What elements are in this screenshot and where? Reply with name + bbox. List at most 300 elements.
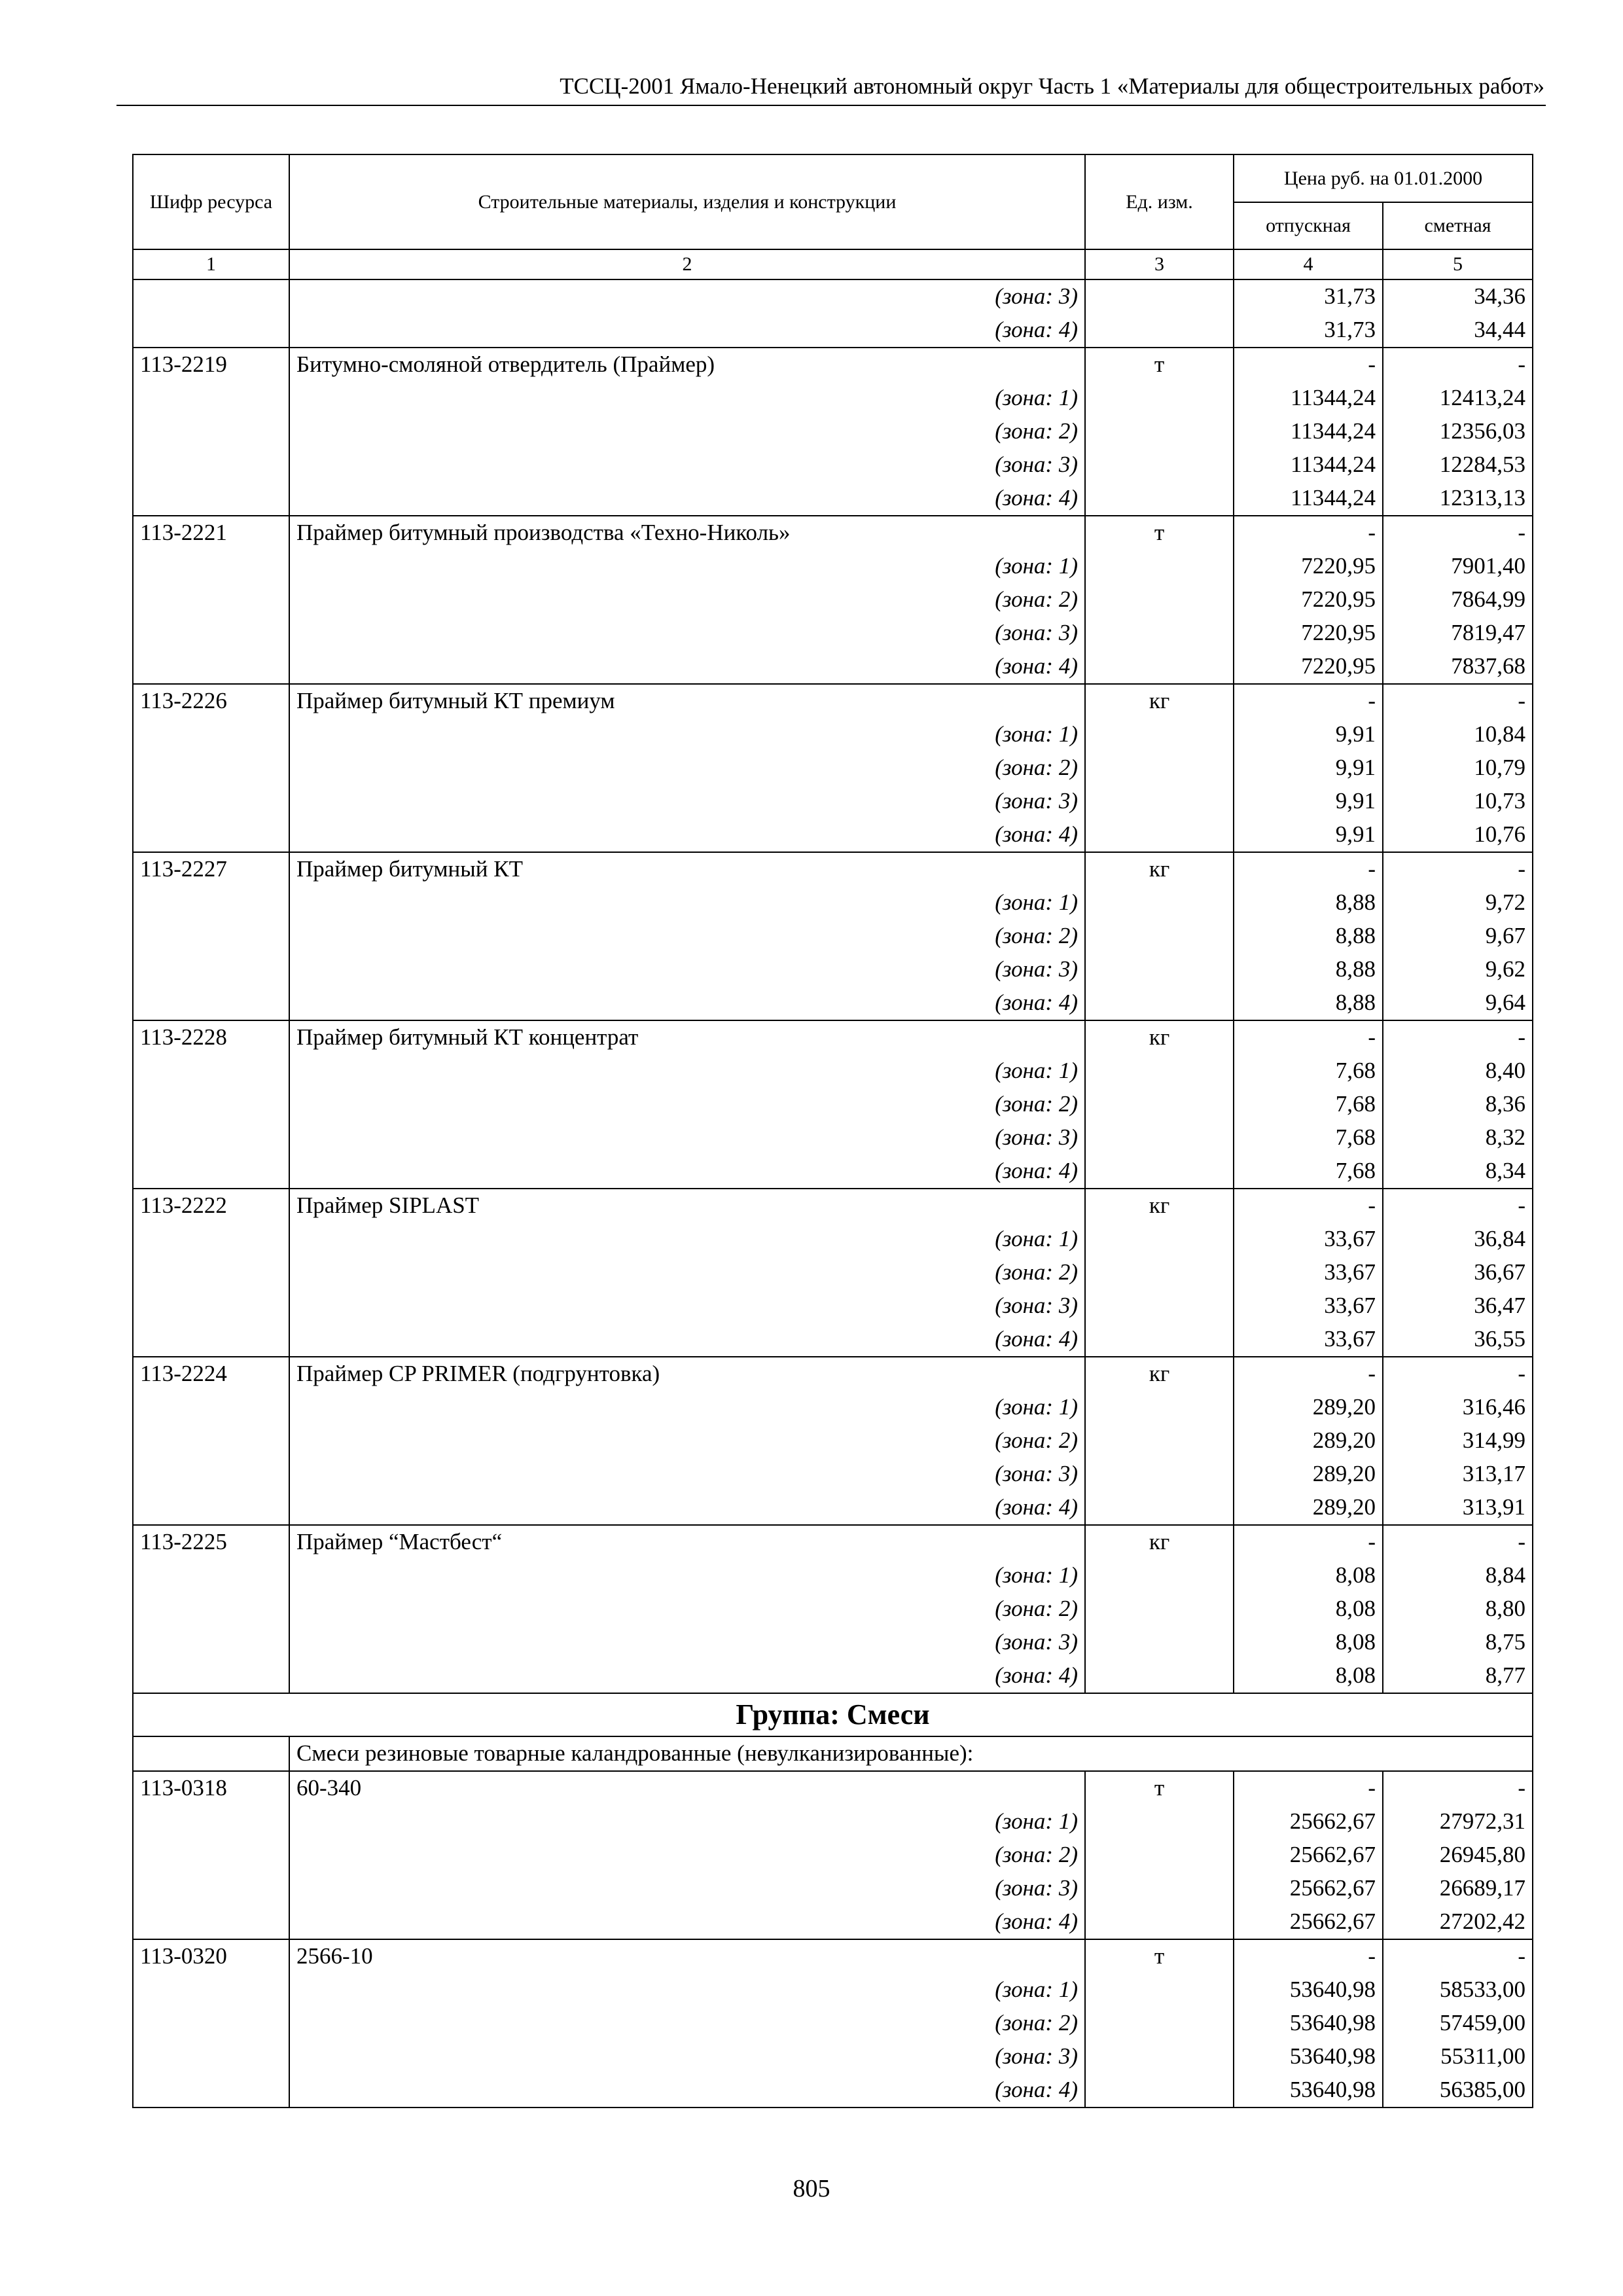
estimate-price-cell: 26945,80 (1383, 1839, 1533, 1872)
zone-row (133, 279, 1533, 314)
subgroup-title: Смеси резиновые товарные каландрованные (невулканизированные): (289, 1736, 1533, 1771)
unit-cell: кг (1085, 1525, 1234, 1559)
estimate-price-cell: 9,67 (1383, 920, 1533, 953)
resource-code-cell (133, 1391, 289, 1424)
zone-row (133, 953, 1533, 986)
unit-cell (1085, 2073, 1234, 2108)
release-price-cell: 25662,67 (1234, 1805, 1383, 1839)
estimate-price-cell: 9,72 (1383, 886, 1533, 920)
zone-label-cell: (зона: 3) (289, 2040, 1085, 2073)
zone-row (133, 1805, 1533, 1839)
resource-code-cell (133, 1491, 289, 1525)
resource-code-cell (133, 583, 289, 617)
estimate-price-cell: - (1383, 852, 1533, 886)
resource-code-cell (133, 2073, 289, 2108)
unit-cell (1085, 1256, 1234, 1289)
release-price-cell: 25662,67 (1234, 1872, 1383, 1905)
resource-code-cell (133, 1905, 289, 1939)
resource-code-cell (133, 818, 289, 852)
release-price-cell: 289,20 (1234, 1491, 1383, 1525)
unit-cell: кг (1085, 852, 1234, 886)
resource-code-cell (133, 2007, 289, 2040)
unit-cell: т (1085, 516, 1234, 550)
release-price-cell: 9,91 (1234, 718, 1383, 751)
estimate-price-cell: 9,62 (1383, 953, 1533, 986)
resource-code-cell (133, 785, 289, 818)
price-table-body (133, 279, 1533, 2108)
estimate-price-cell: 8,32 (1383, 1121, 1533, 1155)
zone-row (133, 1491, 1533, 1525)
zone-row (133, 1973, 1533, 2007)
estimate-price-cell: 8,77 (1383, 1659, 1533, 1693)
unit-cell (1085, 1155, 1234, 1189)
unit-cell (1085, 583, 1234, 617)
zone-row (133, 1054, 1533, 1088)
estimate-price-cell: 12284,53 (1383, 448, 1533, 482)
release-price-cell: - (1234, 684, 1383, 718)
unit-cell (1085, 1391, 1234, 1424)
release-price-cell: 33,67 (1234, 1256, 1383, 1289)
resource-code-cell (133, 1626, 289, 1659)
zone-label-cell: (зона: 1) (289, 1391, 1085, 1424)
resource-code-cell (133, 1155, 289, 1189)
table-row (133, 852, 1533, 886)
price-table (132, 154, 1533, 2108)
unit-cell (1085, 279, 1234, 314)
unit-cell (1085, 1559, 1234, 1592)
release-price-cell: 8,88 (1234, 986, 1383, 1020)
zone-row (133, 1458, 1533, 1491)
release-price-cell: 8,88 (1234, 920, 1383, 953)
zone-row (133, 1839, 1533, 1872)
zone-row (133, 382, 1533, 415)
unit-cell (1085, 1973, 1234, 2007)
zone-label-cell: (зона: 2) (289, 1839, 1085, 1872)
resource-code-cell: 113-2219 (133, 348, 289, 382)
zone-row (133, 2040, 1533, 2073)
unit-cell (1085, 1458, 1234, 1491)
zone-row (133, 751, 1533, 785)
zone-label-cell: (зона: 1) (289, 1223, 1085, 1256)
zone-label-cell: (зона: 1) (289, 382, 1085, 415)
release-price-cell: 7,68 (1234, 1155, 1383, 1189)
zone-label-cell: (зона: 2) (289, 1088, 1085, 1121)
release-price-cell: 7,68 (1234, 1121, 1383, 1155)
estimate-price-cell: 36,67 (1383, 1256, 1533, 1289)
estimate-price-cell: - (1383, 1771, 1533, 1805)
zone-label-cell: (зона: 4) (289, 1905, 1085, 1939)
zone-row (133, 550, 1533, 583)
resource-code-cell (133, 986, 289, 1020)
zone-label-cell: (зона: 1) (289, 1559, 1085, 1592)
estimate-price-cell: 27972,31 (1383, 1805, 1533, 1839)
estimate-price-cell: - (1383, 1020, 1533, 1054)
resource-code-cell (133, 1088, 289, 1121)
release-price-cell: 9,91 (1234, 785, 1383, 818)
resource-code-cell (133, 1256, 289, 1289)
zone-row (133, 583, 1533, 617)
resource-code-cell (133, 1839, 289, 1872)
zone-label-cell: (зона: 3) (289, 448, 1085, 482)
resource-code-cell (133, 1805, 289, 1839)
release-price-cell: 33,67 (1234, 1223, 1383, 1256)
release-price-cell: 7,68 (1234, 1088, 1383, 1121)
release-price-cell: 53640,98 (1234, 2073, 1383, 2108)
estimate-price-cell: 34,44 (1383, 314, 1533, 348)
material-name-cell: Праймер битумный производства «Техно-Николь» (289, 516, 1085, 550)
estimate-price-cell: - (1383, 348, 1533, 382)
release-price-cell: - (1234, 1020, 1383, 1054)
release-price-cell: - (1234, 1189, 1383, 1223)
zone-row (133, 617, 1533, 650)
resource-code-cell (133, 1424, 289, 1458)
estimate-price-cell: 36,47 (1383, 1289, 1533, 1323)
estimate-price-cell: 9,64 (1383, 986, 1533, 1020)
release-price-cell: - (1234, 1939, 1383, 1973)
estimate-price-cell: 314,99 (1383, 1424, 1533, 1458)
unit-cell (1085, 1491, 1234, 1525)
column-header-name: Строительные материалы, изделия и конструкции (289, 154, 1085, 249)
zone-label-cell: (зона: 4) (289, 1491, 1085, 1525)
release-price-cell: 53640,98 (1234, 1973, 1383, 2007)
estimate-price-cell: 26689,17 (1383, 1872, 1533, 1905)
resource-code-cell (133, 314, 289, 348)
unit-cell (1085, 1323, 1234, 1357)
zone-label-cell: (зона: 1) (289, 1805, 1085, 1839)
zone-label-cell: (зона: 4) (289, 1659, 1085, 1693)
release-price-cell: 8,88 (1234, 886, 1383, 920)
zone-label-cell: (зона: 3) (289, 785, 1085, 818)
release-price-cell: - (1234, 852, 1383, 886)
unit-cell (1085, 886, 1234, 920)
release-price-cell: 7220,95 (1234, 617, 1383, 650)
resource-code-cell: 113-2225 (133, 1525, 289, 1559)
estimate-price-cell: 12413,24 (1383, 382, 1533, 415)
table-row (133, 684, 1533, 718)
zone-row (133, 650, 1533, 684)
resource-code-cell (133, 718, 289, 751)
zone-label-cell: (зона: 2) (289, 1424, 1085, 1458)
zone-label-cell: (зона: 4) (289, 482, 1085, 516)
resource-code-cell (133, 650, 289, 684)
zone-row (133, 1391, 1533, 1424)
resource-code-cell (133, 1592, 289, 1626)
release-price-cell: 289,20 (1234, 1424, 1383, 1458)
resource-code-cell (133, 2040, 289, 2073)
zone-label-cell: (зона: 3) (289, 1458, 1085, 1491)
resource-code-cell (133, 1736, 289, 1771)
zone-label-cell: (зона: 2) (289, 920, 1085, 953)
unit-cell (1085, 482, 1234, 516)
zone-label-cell: (зона: 3) (289, 1872, 1085, 1905)
release-price-cell: 11344,24 (1234, 415, 1383, 448)
zone-row (133, 1872, 1533, 1905)
unit-cell: кг (1085, 1020, 1234, 1054)
unit-cell (1085, 751, 1234, 785)
resource-code-cell (133, 1872, 289, 1905)
resource-code-cell (133, 1289, 289, 1323)
resource-code-cell: 113-2221 (133, 516, 289, 550)
estimate-price-cell: 313,91 (1383, 1491, 1533, 1525)
release-price-cell: - (1234, 348, 1383, 382)
estimate-price-cell: - (1383, 1525, 1533, 1559)
material-name-cell: 2566-10 (289, 1939, 1085, 1973)
zone-row (133, 1121, 1533, 1155)
zone-label-cell: (зона: 2) (289, 1256, 1085, 1289)
material-name-cell: Праймер CP PRIMER (подгрунтовка) (289, 1357, 1085, 1391)
estimate-price-cell: 7901,40 (1383, 550, 1533, 583)
table-row (133, 1020, 1533, 1054)
resource-code-cell (133, 751, 289, 785)
zone-row (133, 1256, 1533, 1289)
column-header-code: Шифр ресурса (133, 154, 289, 249)
resource-code-cell (133, 1121, 289, 1155)
zone-row (133, 2073, 1533, 2108)
zone-row (133, 986, 1533, 1020)
release-price-cell: 53640,98 (1234, 2040, 1383, 2073)
table-row (133, 1525, 1533, 1559)
group-heading-row (133, 1693, 1533, 1736)
header-divider (116, 105, 1546, 106)
estimate-price-cell: 36,55 (1383, 1323, 1533, 1357)
table-row (133, 1939, 1533, 1973)
resource-code-cell: 113-2227 (133, 852, 289, 886)
zone-row (133, 785, 1533, 818)
zone-label-cell: (зона: 3) (289, 1121, 1085, 1155)
page-number: 805 (793, 2175, 830, 2202)
release-price-cell: 11344,24 (1234, 448, 1383, 482)
unit-cell (1085, 1659, 1234, 1693)
zone-row (133, 482, 1533, 516)
resource-code-cell (133, 1223, 289, 1256)
table-row (133, 1189, 1533, 1223)
unit-cell: т (1085, 348, 1234, 382)
zone-row (133, 818, 1533, 852)
release-price-cell: 33,67 (1234, 1323, 1383, 1357)
unit-cell (1085, 448, 1234, 482)
subgroup-row (133, 1736, 1533, 1771)
release-price-cell: 9,91 (1234, 818, 1383, 852)
estimate-price-cell: 313,17 (1383, 1458, 1533, 1491)
zone-row (133, 1155, 1533, 1189)
release-price-cell: 9,91 (1234, 751, 1383, 785)
zone-label-cell: (зона: 2) (289, 583, 1085, 617)
column-number: 1 (133, 249, 289, 279)
estimate-price-cell: 10,84 (1383, 718, 1533, 751)
unit-cell (1085, 953, 1234, 986)
unit-cell (1085, 785, 1234, 818)
unit-cell (1085, 1905, 1234, 1939)
column-header-release-price: отпускная (1234, 202, 1383, 249)
column-number: 4 (1234, 249, 1383, 279)
column-number: 5 (1383, 249, 1533, 279)
estimate-price-cell: 56385,00 (1383, 2073, 1533, 2108)
unit-cell: кг (1085, 1189, 1234, 1223)
column-header-unit: Ед. изм. (1085, 154, 1234, 249)
unit-cell (1085, 382, 1234, 415)
estimate-price-cell: 36,84 (1383, 1223, 1533, 1256)
zone-label-cell: (зона: 4) (289, 1323, 1085, 1357)
release-price-cell: 33,67 (1234, 1289, 1383, 1323)
unit-cell (1085, 1289, 1234, 1323)
unit-cell (1085, 1088, 1234, 1121)
zone-label-cell: (зона: 1) (289, 1973, 1085, 2007)
zone-label-cell: (зона: 4) (289, 1155, 1085, 1189)
material-name-cell: 60-340 (289, 1771, 1085, 1805)
zone-label-cell: (зона: 1) (289, 886, 1085, 920)
page-header-title: ТССЦ-2001 Ямало-Ненецкий автономный округ Часть 1 «Материалы для общестроительных работ» (560, 73, 1544, 99)
group-heading: Группа: Смеси (133, 1693, 1533, 1736)
zone-row (133, 448, 1533, 482)
zone-label-cell: (зона: 4) (289, 2073, 1085, 2108)
estimate-price-cell: 10,73 (1383, 785, 1533, 818)
unit-cell (1085, 1121, 1234, 1155)
zone-label-cell: (зона: 1) (289, 718, 1085, 751)
unit-cell: т (1085, 1939, 1234, 1973)
zone-row (133, 1559, 1533, 1592)
estimate-price-cell: - (1383, 1939, 1533, 1973)
column-header-price-group: Цена руб. на 01.01.2000 (1234, 154, 1533, 202)
release-price-cell: 25662,67 (1234, 1905, 1383, 1939)
unit-cell (1085, 1839, 1234, 1872)
zone-row (133, 920, 1533, 953)
material-name-cell: Праймер битумный КТ премиум (289, 684, 1085, 718)
resource-code-cell (133, 1559, 289, 1592)
zone-label-cell: (зона: 3) (289, 279, 1085, 314)
estimate-price-cell: - (1383, 1189, 1533, 1223)
resource-code-cell (133, 886, 289, 920)
zone-label-cell: (зона: 3) (289, 1289, 1085, 1323)
resource-code-cell: 113-2226 (133, 684, 289, 718)
zone-row (133, 1659, 1533, 1693)
estimate-price-cell: 316,46 (1383, 1391, 1533, 1424)
estimate-price-cell: 8,80 (1383, 1592, 1533, 1626)
estimate-price-cell: 12356,03 (1383, 415, 1533, 448)
unit-cell (1085, 2040, 1234, 2073)
resource-code-cell: 113-0320 (133, 1939, 289, 1973)
estimate-price-cell: - (1383, 1357, 1533, 1391)
zone-label-cell: (зона: 4) (289, 650, 1085, 684)
estimate-price-cell: 10,79 (1383, 751, 1533, 785)
release-price-cell: 7,68 (1234, 1054, 1383, 1088)
estimate-price-cell: 57459,00 (1383, 2007, 1533, 2040)
estimate-price-cell: 8,34 (1383, 1155, 1533, 1189)
estimate-price-cell: 34,36 (1383, 279, 1533, 314)
resource-code-cell (133, 382, 289, 415)
resource-code-cell (133, 1458, 289, 1491)
resource-code-cell (133, 279, 289, 314)
unit-cell (1085, 1424, 1234, 1458)
unit-cell (1085, 1223, 1234, 1256)
resource-code-cell: 113-2228 (133, 1020, 289, 1054)
resource-code-cell (133, 1973, 289, 2007)
estimate-price-cell: 8,36 (1383, 1088, 1533, 1121)
release-price-cell: - (1234, 1357, 1383, 1391)
release-price-cell: 7220,95 (1234, 583, 1383, 617)
release-price-cell: 8,08 (1234, 1626, 1383, 1659)
zone-row (133, 415, 1533, 448)
resource-code-cell: 113-2222 (133, 1189, 289, 1223)
zone-label-cell: (зона: 4) (289, 314, 1085, 348)
resource-code-cell: 113-2224 (133, 1357, 289, 1391)
resource-code-cell (133, 953, 289, 986)
estimate-price-cell: 8,75 (1383, 1626, 1533, 1659)
estimate-price-cell: 12313,13 (1383, 482, 1533, 516)
resource-code-cell (133, 448, 289, 482)
unit-cell (1085, 1592, 1234, 1626)
zone-row (133, 1223, 1533, 1256)
estimate-price-cell: 7837,68 (1383, 650, 1533, 684)
zone-label-cell: (зона: 2) (289, 415, 1085, 448)
estimate-price-cell: 7819,47 (1383, 617, 1533, 650)
release-price-cell: 25662,67 (1234, 1839, 1383, 1872)
zone-label-cell: (зона: 2) (289, 1592, 1085, 1626)
zone-row (133, 1088, 1533, 1121)
zone-label-cell: (зона: 2) (289, 2007, 1085, 2040)
resource-code-cell (133, 415, 289, 448)
resource-code-cell (133, 920, 289, 953)
release-price-cell: 11344,24 (1234, 482, 1383, 516)
zone-row (133, 314, 1533, 348)
release-price-cell: 7220,95 (1234, 650, 1383, 684)
zone-row (133, 718, 1533, 751)
unit-cell (1085, 1054, 1234, 1088)
unit-cell (1085, 1872, 1234, 1905)
unit-cell (1085, 550, 1234, 583)
material-name-cell: Праймер “Мастбест“ (289, 1525, 1085, 1559)
unit-cell (1085, 920, 1234, 953)
table-row (133, 348, 1533, 382)
zone-row (133, 1905, 1533, 1939)
zone-row (133, 1323, 1533, 1357)
estimate-price-cell: 7864,99 (1383, 583, 1533, 617)
zone-label-cell: (зона: 2) (289, 751, 1085, 785)
unit-cell (1085, 1805, 1234, 1839)
material-name-cell: Праймер SIPLAST (289, 1189, 1085, 1223)
unit-cell (1085, 718, 1234, 751)
zone-label-cell: (зона: 4) (289, 818, 1085, 852)
unit-cell: т (1085, 1771, 1234, 1805)
release-price-cell: 8,08 (1234, 1559, 1383, 1592)
zone-label-cell: (зона: 3) (289, 1626, 1085, 1659)
unit-cell: кг (1085, 684, 1234, 718)
unit-cell (1085, 314, 1234, 348)
release-price-cell: - (1234, 1525, 1383, 1559)
table-row (133, 1771, 1533, 1805)
resource-code-cell (133, 1659, 289, 1693)
unit-cell (1085, 1626, 1234, 1659)
release-price-cell: 8,08 (1234, 1659, 1383, 1693)
zone-label-cell: (зона: 1) (289, 550, 1085, 583)
resource-code-cell: 113-0318 (133, 1771, 289, 1805)
release-price-cell: - (1234, 516, 1383, 550)
unit-cell (1085, 986, 1234, 1020)
unit-cell (1085, 617, 1234, 650)
table-row (133, 1357, 1533, 1391)
material-name-cell: Праймер битумный КТ концентрат (289, 1020, 1085, 1054)
release-price-cell: 31,73 (1234, 314, 1383, 348)
material-name-cell: Праймер битумный КТ (289, 852, 1085, 886)
material-name-cell: Битумно-смоляной отвердитель (Праймер) (289, 348, 1085, 382)
zone-row (133, 1424, 1533, 1458)
zone-label-cell: (зона: 3) (289, 953, 1085, 986)
table-row (133, 516, 1533, 550)
column-number: 2 (289, 249, 1085, 279)
zone-label-cell: (зона: 1) (289, 1054, 1085, 1088)
release-price-cell: 8,88 (1234, 953, 1383, 986)
estimate-price-cell: 8,84 (1383, 1559, 1533, 1592)
column-number: 3 (1085, 249, 1234, 279)
